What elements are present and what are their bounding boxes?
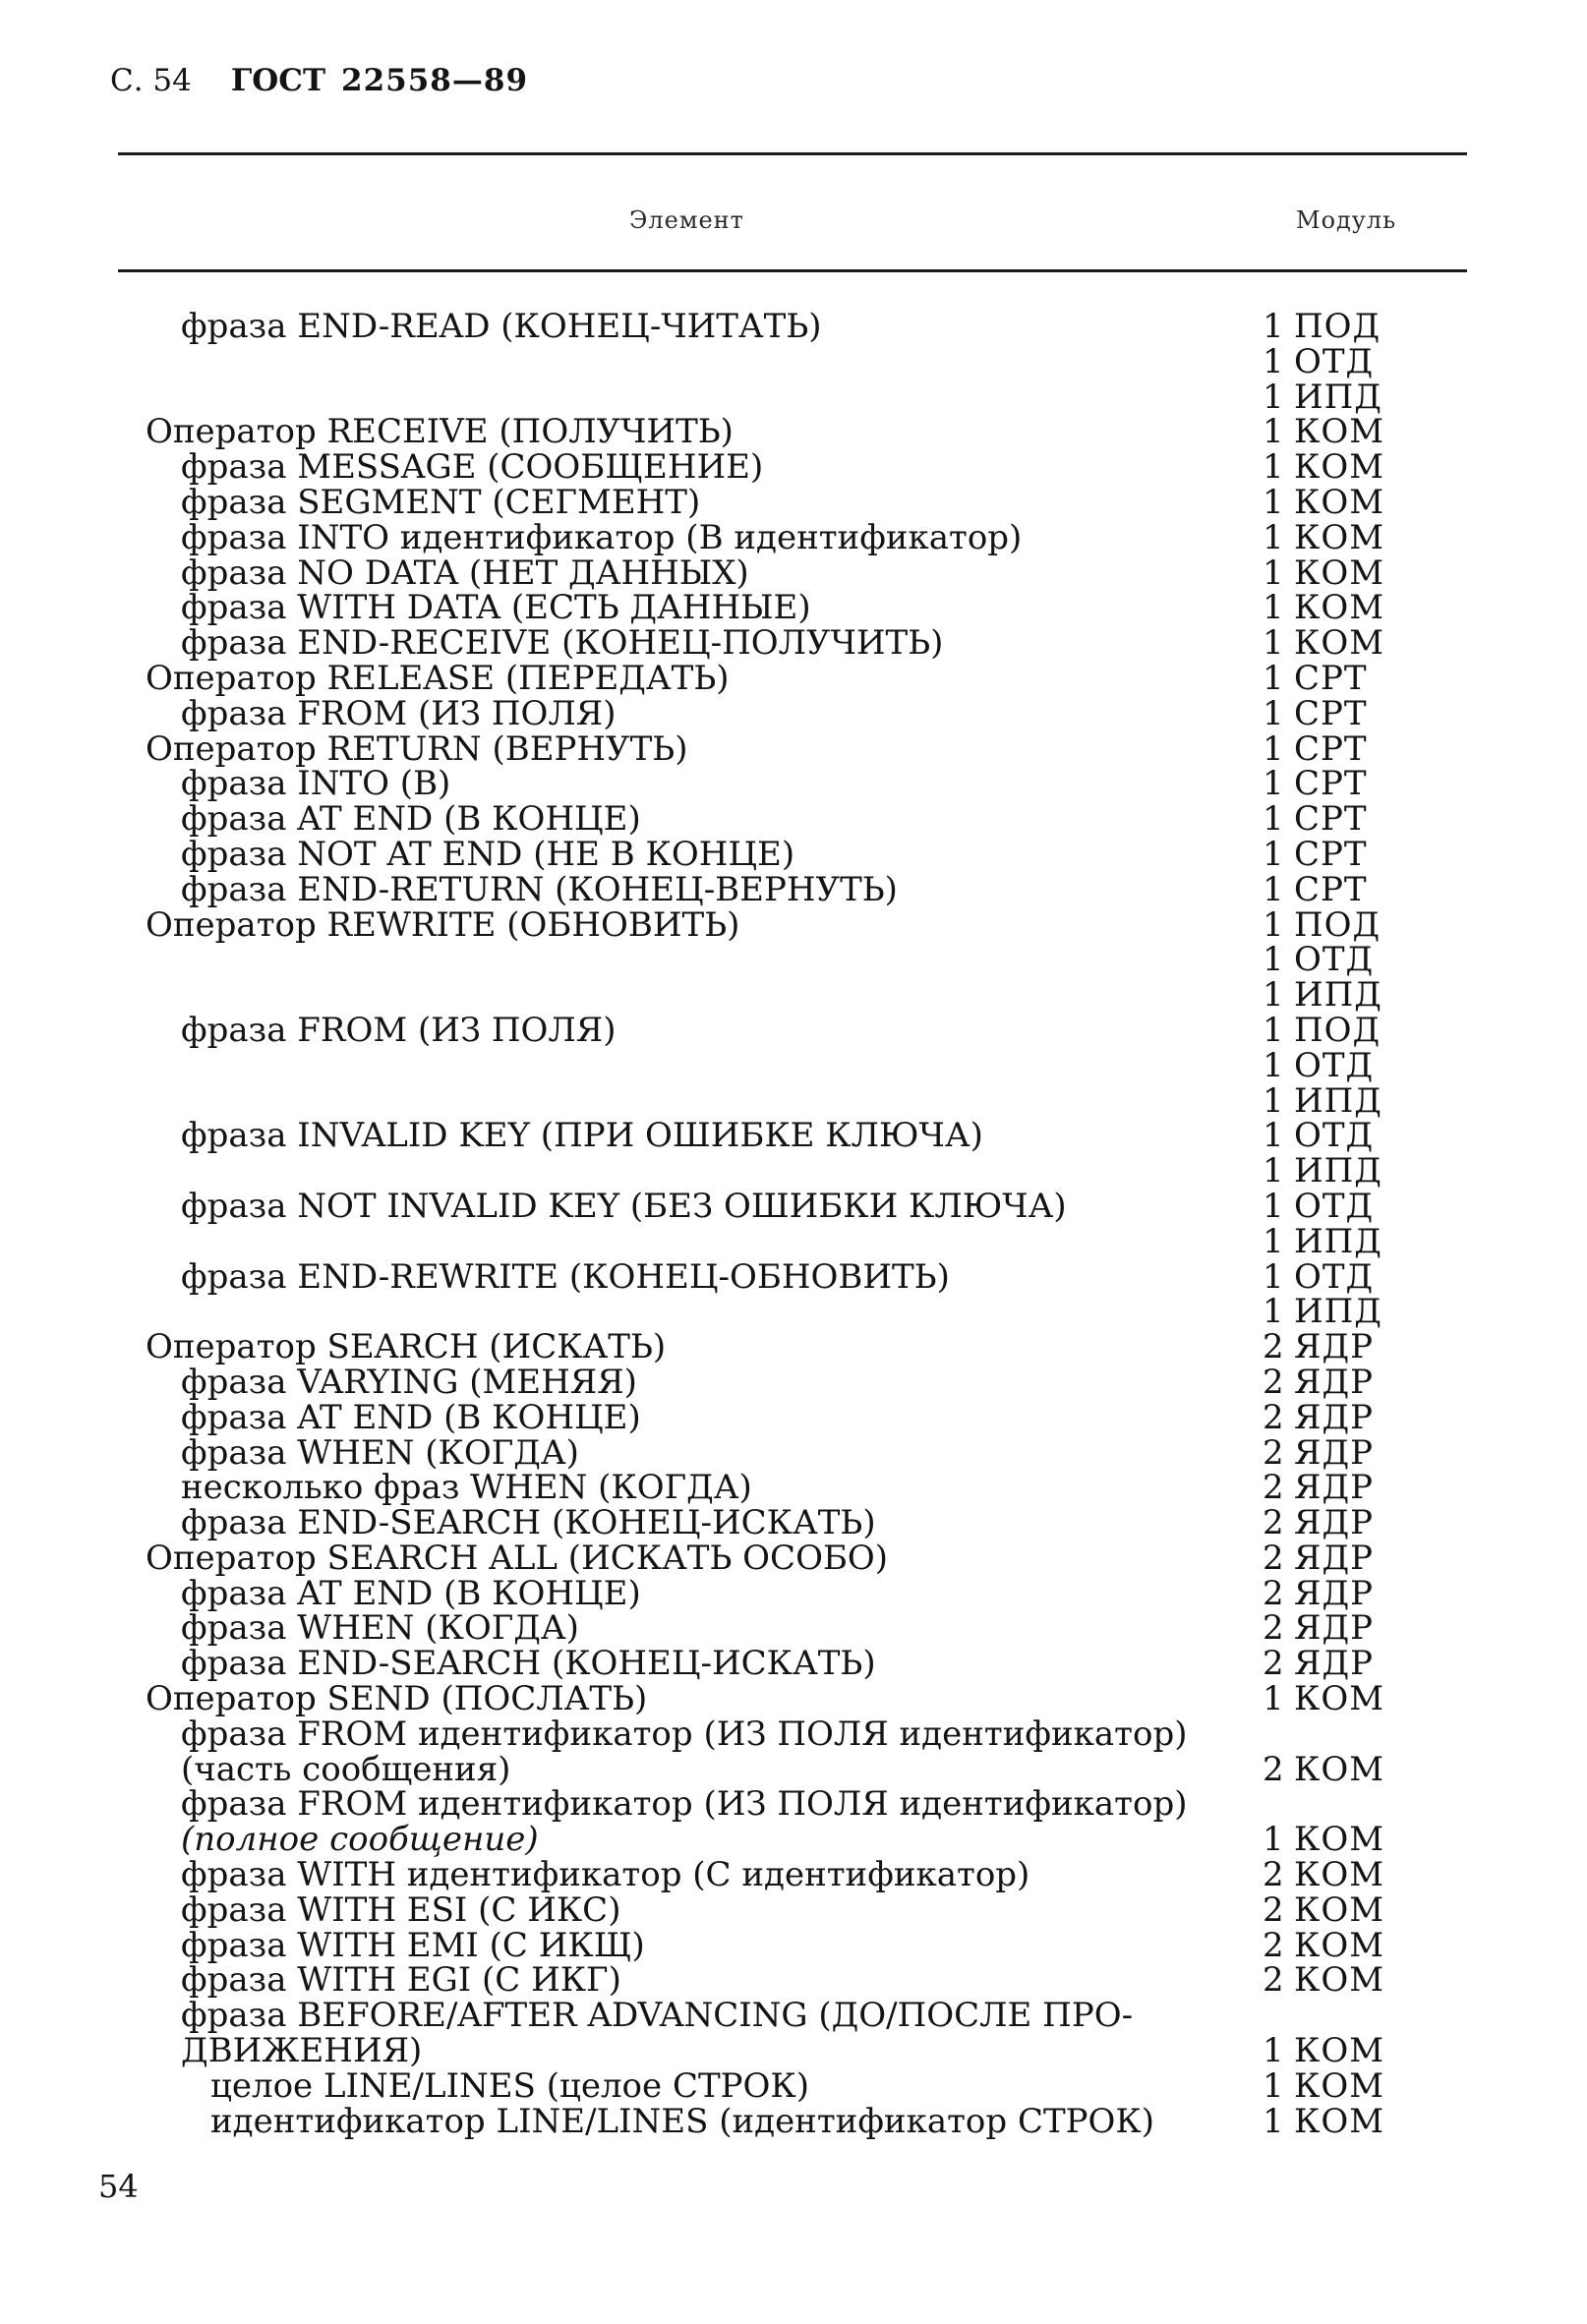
element-text: фраза END-SEARCH (КОНЕЦ-ИСКАТЬ) xyxy=(181,1644,876,1684)
module-code: СРТ xyxy=(1294,728,1368,769)
module-level: 1 xyxy=(1263,341,1284,381)
module-level: 2 xyxy=(1263,1468,1284,1508)
module-level: 1 xyxy=(1263,1045,1284,1085)
table-row xyxy=(0,940,1587,980)
table-row xyxy=(0,1820,1587,1860)
table-row xyxy=(0,1608,1587,1649)
element-text: фраза WITH EGI (С ИКГ) xyxy=(181,1960,621,2001)
module-cell xyxy=(1263,1787,1294,1823)
module-cell xyxy=(1263,869,1368,909)
module-level: 2 xyxy=(1263,1573,1284,1613)
module-level: 1 xyxy=(1263,799,1284,840)
module-level: 1 xyxy=(1263,693,1284,733)
module-code: ПОД xyxy=(1294,307,1381,346)
element-text: фраза BEFORE/AFTER ADVANCING (ДО/ПОСЛЕ ПРО- xyxy=(181,1996,1134,2036)
element-text: фраза END-RECEIVE (КОНЕЦ-ПОЛУЧИТЬ) xyxy=(181,623,944,664)
module-code: КОМ xyxy=(1294,447,1385,488)
table-row xyxy=(0,412,1587,452)
table-row xyxy=(0,2101,1587,2141)
element-text: фраза WITH идентификатор (С идентификатор) xyxy=(181,1855,1030,1895)
table-row xyxy=(0,517,1587,557)
module-code: КОМ xyxy=(1294,1925,1385,1965)
module-level: 1 xyxy=(1263,940,1284,980)
element-text: фраза WHEN (КОГДА) xyxy=(181,1432,579,1473)
module-cell xyxy=(1263,412,1385,452)
module-level: 1 xyxy=(1263,1080,1284,1121)
module-cell xyxy=(1263,1679,1385,1719)
module-cell xyxy=(1263,1327,1374,1367)
element-text: фраза AT END (В КОНЦЕ) xyxy=(181,1397,641,1437)
module-code: СРТ xyxy=(1294,764,1368,804)
element-text: фраза NOT INVALID KEY (БЕЗ ОШИБКИ КЛЮЧА) xyxy=(181,1186,1067,1226)
table-row xyxy=(0,1292,1587,1332)
module-cell xyxy=(1263,834,1368,874)
element-text: фраза VARYING (МЕНЯЯ) xyxy=(181,1362,637,1402)
module-code: КОМ xyxy=(1294,1855,1385,1895)
module-cell xyxy=(1263,975,1382,1016)
element-text: фраза END-READ (КОНЕЦ-ЧИТАТЬ) xyxy=(181,307,822,346)
table-row xyxy=(0,447,1587,488)
module-cell xyxy=(1263,341,1375,381)
module-cell xyxy=(1263,447,1385,488)
module-code: КОМ xyxy=(1294,2101,1385,2141)
module-code: КОМ xyxy=(1294,1889,1385,1930)
table-row xyxy=(0,1362,1587,1402)
table-row xyxy=(0,623,1587,664)
element-text: фраза END-SEARCH (КОНЕЦ-ИСКАТЬ) xyxy=(181,1503,876,1543)
module-cell xyxy=(1263,728,1368,769)
table-row xyxy=(0,834,1587,874)
module-level: 1 xyxy=(1263,482,1284,522)
column-header-element: Элемент xyxy=(629,206,744,234)
module-level: 1 xyxy=(1263,1820,1284,1860)
module-cell xyxy=(1263,940,1375,980)
table-row xyxy=(0,2031,1587,2071)
module-level: 2 xyxy=(1263,1855,1284,1895)
module-level: 2 xyxy=(1263,1538,1284,1578)
module-level: 1 xyxy=(1263,307,1284,346)
module-cell xyxy=(1263,307,1381,346)
module-level: 2 xyxy=(1263,1644,1284,1684)
module-level: 1 xyxy=(1263,412,1284,452)
module-level: 2 xyxy=(1263,1889,1284,1930)
table-row xyxy=(0,1679,1587,1719)
table-row xyxy=(0,1186,1587,1226)
module-code: ЯДР xyxy=(1294,1644,1374,1684)
module-level: 1 xyxy=(1263,1679,1284,1719)
element-text: фраза WITH DATA (ЕСТЬ ДАННЫЕ) xyxy=(181,588,811,628)
table-row xyxy=(0,1468,1587,1508)
element-text: Оператор RETURN (ВЕРНУТЬ) xyxy=(146,728,688,769)
module-level: 1 xyxy=(1263,2065,1284,2106)
module-cell xyxy=(1263,1925,1385,1965)
table-row xyxy=(0,1045,1587,1085)
module-cell xyxy=(1263,1221,1382,1261)
module-code: ЯДР xyxy=(1294,1362,1374,1402)
module-code: КОМ xyxy=(1294,2031,1385,2071)
table-row xyxy=(0,1714,1587,1754)
table-row xyxy=(0,658,1587,698)
table-row xyxy=(0,341,1587,381)
table-row xyxy=(0,588,1587,628)
module-code: ОТД xyxy=(1294,1045,1375,1085)
module-code: ЯДР xyxy=(1294,1538,1374,1578)
module-code: ЯДР xyxy=(1294,1397,1374,1437)
element-text: фраза SEGMENT (СЕГМЕНТ) xyxy=(181,482,701,522)
element-text: фраза MESSAGE (СООБЩЕНИЕ) xyxy=(181,447,764,488)
module-cell xyxy=(1263,1960,1385,2001)
table-row xyxy=(0,1010,1587,1050)
module-code: СРТ xyxy=(1294,834,1368,874)
module-level: 2 xyxy=(1263,1749,1284,1789)
module-level: 1 xyxy=(1263,975,1284,1016)
element-text: фраза INVALID KEY (ПРИ ОШИБКЕ КЛЮЧА) xyxy=(181,1116,983,1156)
page-label: С. 54 xyxy=(110,63,192,98)
element-text: Оператор SEARCH ALL (ИСКАТЬ ОСОБО) xyxy=(146,1538,889,1578)
table-row xyxy=(0,377,1587,417)
module-code: ЯДР xyxy=(1294,1432,1374,1473)
element-text: (часть сообщения) xyxy=(181,1749,511,1789)
module-level: 2 xyxy=(1263,1327,1284,1367)
module-cell xyxy=(1263,1999,1294,2034)
table-row xyxy=(0,1397,1587,1437)
table-row xyxy=(0,904,1587,945)
table-row xyxy=(0,1080,1587,1121)
module-code: ИПД xyxy=(1294,1221,1382,1261)
module-cell xyxy=(1263,1045,1375,1085)
element-text: фраза WITH EMI (С ИКЩ) xyxy=(181,1925,645,1965)
module-code: ЯДР xyxy=(1294,1608,1374,1649)
module-cell xyxy=(1263,1538,1374,1578)
module-cell xyxy=(1263,1608,1374,1649)
module-level: 1 xyxy=(1263,588,1284,628)
module-level: 1 xyxy=(1263,517,1284,557)
standard-number: 22558—89 xyxy=(341,63,529,98)
element-text: ДВИЖЕНИЯ) xyxy=(181,2031,423,2071)
module-level: 1 xyxy=(1263,1010,1284,1050)
module-cell xyxy=(1263,482,1385,522)
module-cell xyxy=(1263,2031,1385,2071)
table-row xyxy=(0,975,1587,1016)
table-row xyxy=(0,1644,1587,1684)
module-cell xyxy=(1263,1151,1382,1191)
table-row xyxy=(0,1996,1587,2036)
module-code: ИПД xyxy=(1294,975,1382,1016)
module-code: ЯДР xyxy=(1294,1468,1374,1508)
module-cell xyxy=(1263,1573,1374,1613)
module-cell xyxy=(1263,1080,1382,1121)
module-level: 1 xyxy=(1263,658,1284,698)
module-level: 1 xyxy=(1263,552,1284,593)
element-text: фраза NOT AT END (НЕ В КОНЦЕ) xyxy=(181,834,795,874)
page-number: 54 xyxy=(98,2168,139,2205)
module-cell xyxy=(1263,1468,1374,1508)
element-text: Оператор RECEIVE (ПОЛУЧИТЬ) xyxy=(146,412,734,452)
module-level: 1 xyxy=(1263,2031,1284,2071)
module-level: 1 xyxy=(1263,1116,1284,1156)
module-code: КОМ xyxy=(1294,552,1385,593)
module-code: КОМ xyxy=(1294,1960,1385,2001)
module-cell xyxy=(1263,1362,1374,1402)
module-cell xyxy=(1263,1432,1374,1473)
module-code: ОТД xyxy=(1294,940,1375,980)
table-row xyxy=(0,799,1587,840)
table-row xyxy=(0,728,1587,769)
module-code: КОМ xyxy=(1294,482,1385,522)
element-text: фраза WHEN (КОГДА) xyxy=(181,1608,579,1649)
module-cell xyxy=(1263,1749,1385,1789)
module-code: ЯДР xyxy=(1294,1503,1374,1543)
table-row xyxy=(0,2065,1587,2106)
module-cell xyxy=(1263,2065,1385,2106)
module-level: 1 xyxy=(1263,1221,1284,1261)
table-row xyxy=(0,552,1587,593)
module-cell xyxy=(1263,1186,1375,1226)
module-level: 1 xyxy=(1263,447,1284,488)
module-code: КОМ xyxy=(1294,588,1385,628)
module-code: ЯДР xyxy=(1294,1327,1374,1367)
module-cell xyxy=(1263,764,1368,804)
module-level: 2 xyxy=(1263,1362,1284,1402)
module-cell xyxy=(1263,1397,1374,1437)
element-text: фраза END-REWRITE (КОНЕЦ-ОБНОВИТЬ) xyxy=(181,1256,950,1297)
module-level: 1 xyxy=(1263,377,1284,417)
table-header-rule xyxy=(118,269,1467,272)
table-row xyxy=(0,1573,1587,1613)
module-code: ИПД xyxy=(1294,1151,1382,1191)
module-level: 2 xyxy=(1263,1960,1284,2001)
element-text: фраза INTO (В) xyxy=(181,764,451,804)
standard-label: ГОСТ xyxy=(230,63,326,98)
module-level: 1 xyxy=(1263,1151,1284,1191)
module-level: 1 xyxy=(1263,1186,1284,1226)
module-code: ОТД xyxy=(1294,1186,1375,1226)
module-cell xyxy=(1263,799,1368,840)
table-row xyxy=(0,1889,1587,1930)
table-body xyxy=(0,307,1587,2141)
table-row xyxy=(0,1221,1587,1261)
element-text: фраза FROM (ИЗ ПОЛЯ) xyxy=(181,1010,617,1050)
module-code: СРТ xyxy=(1294,658,1368,698)
module-cell xyxy=(1263,1717,1294,1753)
module-cell xyxy=(1263,904,1381,945)
element-text: Оператор SEARCH (ИСКАТЬ) xyxy=(146,1327,667,1367)
module-cell xyxy=(1263,623,1385,664)
module-code: ОТД xyxy=(1294,1116,1375,1156)
element-text: фраза AT END (В КОНЦЕ) xyxy=(181,1573,641,1613)
module-code: ПОД xyxy=(1294,904,1381,945)
module-level: 1 xyxy=(1263,728,1284,769)
table-row xyxy=(0,1432,1587,1473)
module-level: 1 xyxy=(1263,869,1284,909)
table-row xyxy=(0,1256,1587,1297)
module-cell xyxy=(1263,588,1385,628)
module-code: КОМ xyxy=(1294,1749,1385,1789)
element-text: фраза END-RETURN (КОНЕЦ-ВЕРНУТЬ) xyxy=(181,869,898,909)
module-level: 2 xyxy=(1263,1432,1284,1473)
table-row xyxy=(0,693,1587,733)
table-row xyxy=(0,1960,1587,2001)
module-level: 1 xyxy=(1263,1256,1284,1297)
module-code: СРТ xyxy=(1294,799,1368,840)
module-level: 1 xyxy=(1263,623,1284,664)
module-code: ИПД xyxy=(1294,377,1382,417)
table-row xyxy=(0,764,1587,804)
module-cell xyxy=(1263,517,1385,557)
table-row xyxy=(0,1749,1587,1789)
module-cell xyxy=(1263,1116,1375,1156)
module-cell xyxy=(1263,1889,1385,1930)
module-code: СРТ xyxy=(1294,869,1368,909)
module-code: ПОД xyxy=(1294,1010,1381,1050)
module-code: ОТД xyxy=(1294,341,1375,381)
table-row xyxy=(0,1116,1587,1156)
table-row xyxy=(0,1151,1587,1191)
module-cell xyxy=(1263,2101,1385,2141)
module-cell xyxy=(1263,1292,1382,1332)
element-text: фраза AT END (В КОНЦЕ) xyxy=(181,799,641,840)
element-text: (полное сообщение) xyxy=(181,1820,539,1860)
module-cell xyxy=(1263,1820,1385,1860)
module-cell xyxy=(1263,658,1368,698)
module-level: 2 xyxy=(1263,1397,1284,1437)
module-code: ИПД xyxy=(1294,1080,1382,1121)
column-header-module: Модуль xyxy=(1296,206,1397,234)
module-code: КОМ xyxy=(1294,623,1385,664)
element-text: фраза FROM идентификатор (ИЗ ПОЛЯ идентификатор) xyxy=(181,1714,1188,1754)
module-code: КОМ xyxy=(1294,1820,1385,1860)
module-level: 2 xyxy=(1263,1608,1284,1649)
module-cell xyxy=(1263,1855,1385,1895)
element-text: Оператор REWRITE (ОБНОВИТЬ) xyxy=(146,904,740,945)
table-row xyxy=(0,1327,1587,1367)
module-level: 1 xyxy=(1263,1292,1284,1332)
module-level: 1 xyxy=(1263,764,1284,804)
module-cell xyxy=(1263,552,1385,593)
element-text: несколько фраз WHEN (КОГДА) xyxy=(181,1468,752,1508)
module-code: КОМ xyxy=(1294,2065,1385,2106)
module-level: 2 xyxy=(1263,1925,1284,1965)
page-header xyxy=(110,63,528,98)
table-row xyxy=(0,482,1587,522)
module-level: 1 xyxy=(1263,834,1284,874)
module-code: ИПД xyxy=(1294,1292,1382,1332)
element-text: фраза WITH ESI (С ИКС) xyxy=(181,1889,621,1930)
module-code: КОМ xyxy=(1294,517,1385,557)
table-row xyxy=(0,1784,1587,1825)
module-cell xyxy=(1263,693,1368,733)
module-level: 2 xyxy=(1263,1503,1284,1543)
module-cell xyxy=(1263,1010,1381,1050)
table-row xyxy=(0,1925,1587,1965)
table-row xyxy=(0,1538,1587,1578)
module-level: 1 xyxy=(1263,2101,1284,2141)
element-text: Оператор SEND (ПОСЛАТЬ) xyxy=(146,1679,648,1719)
module-cell xyxy=(1263,1503,1374,1543)
element-text: идентификатор LINE/LINES (идентификатор СТРОК) xyxy=(210,2101,1154,2141)
table-row xyxy=(0,307,1587,346)
element-text: целое LINE/LINES (целое СТРОК) xyxy=(210,2065,809,2106)
module-code: ЯДР xyxy=(1294,1573,1374,1613)
module-code: КОМ xyxy=(1294,412,1385,452)
element-text: фраза INTO идентификатор (В идентификатор) xyxy=(181,517,1023,557)
table-row xyxy=(0,1503,1587,1543)
element-text: Оператор RELEASE (ПЕРЕДАТЬ) xyxy=(146,658,730,698)
table-top-rule xyxy=(118,152,1467,155)
module-cell xyxy=(1263,1644,1374,1684)
element-text: фраза FROM (ИЗ ПОЛЯ) xyxy=(181,693,617,733)
module-level: 1 xyxy=(1263,904,1284,945)
table-row xyxy=(0,869,1587,909)
element-text: фраза FROM идентификатор (ИЗ ПОЛЯ идентификатор) xyxy=(181,1784,1188,1825)
module-cell xyxy=(1263,377,1382,417)
element-text: фраза NO DATA (НЕТ ДАННЫХ) xyxy=(181,552,749,593)
module-code: ОТД xyxy=(1294,1256,1375,1297)
module-code: КОМ xyxy=(1294,1679,1385,1719)
module-cell xyxy=(1263,1256,1375,1297)
table-row xyxy=(0,1855,1587,1895)
module-code: СРТ xyxy=(1294,693,1368,733)
